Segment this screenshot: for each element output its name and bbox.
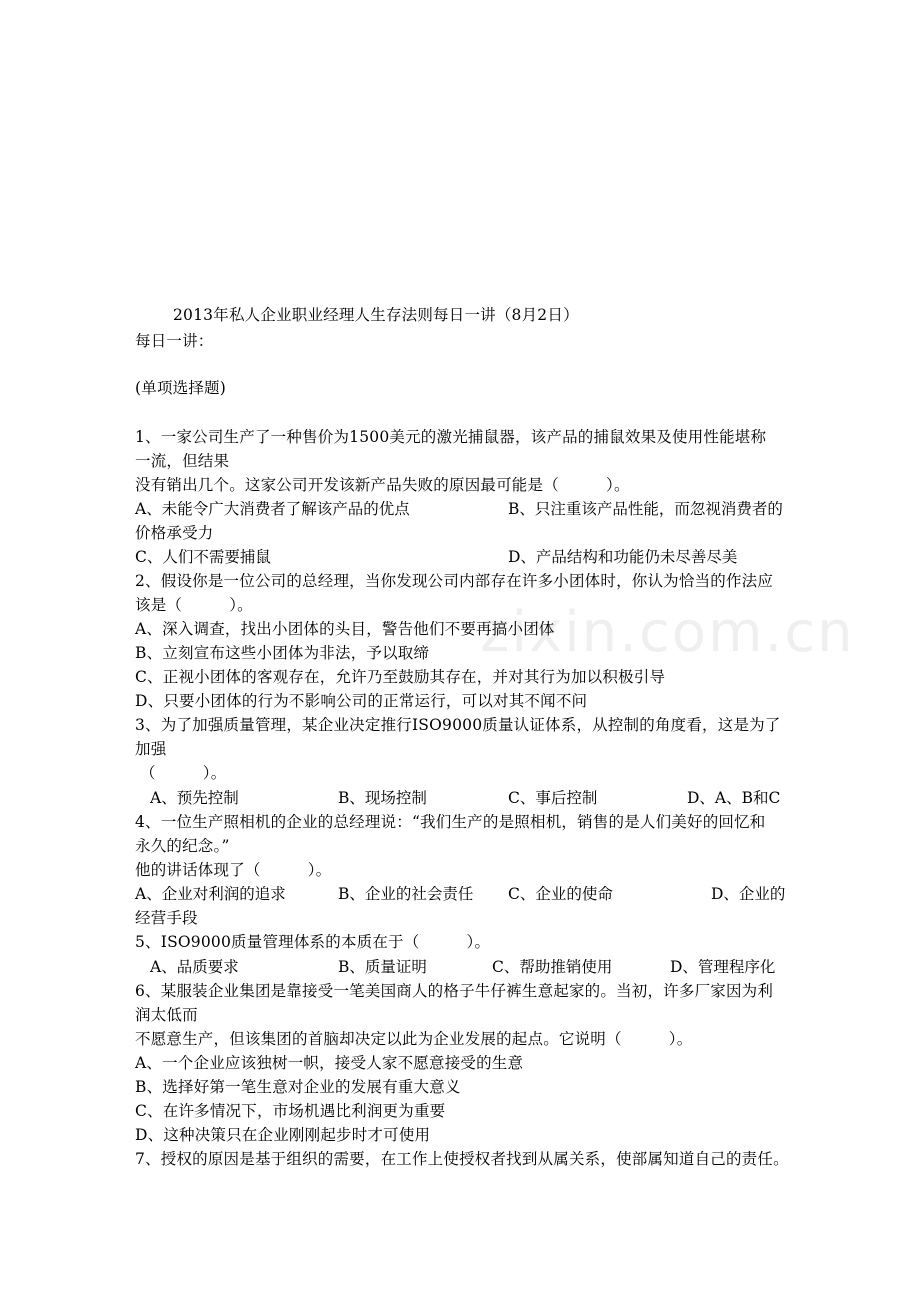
q1-stem-line2: 一流，但结果: [135, 452, 230, 470]
q5-option-c: C、帮助推销使用: [492, 958, 613, 976]
q6-stem-line3: 不愿意生产，但该集团的首脑却决定以此为企业发展的起点。它说明（ ）。: [135, 1030, 693, 1048]
q5-stem-line1: 5、ISO9000质量管理体系的本质在于（ ）。: [135, 933, 491, 951]
q4-option-d: D、企业的: [711, 885, 786, 903]
section-heading: (单项选择题): [135, 379, 226, 397]
q6-option-c: C、在许多情况下，市场机遇比利润更为重要: [135, 1102, 446, 1120]
q4-stem-line3: 他的讲话体现了（ ）。: [135, 861, 332, 879]
q4-option-a: A、企业对利润的追求: [135, 885, 286, 903]
q2-option-b: B、立刻宣布这些小团体为非法，予以取缔: [135, 644, 430, 662]
q2-option-d: D、只要小团体的行为不影响公司的正常运行，可以对其不闻不问: [135, 692, 588, 710]
q2-option-c: C、正视小团体的客观存在，允许乃至鼓励其存在，并对其行为加以积极引导: [135, 668, 666, 686]
q5-option-d: D、管理程序化: [670, 958, 776, 976]
q3-stem-line2: 加强: [135, 740, 167, 758]
q6-option-d: D、这种决策只在企业刚刚起步时才可使用: [135, 1126, 431, 1144]
q3-stem-line1: 3、为了加强质量管理，某企业决定推行ISO9000质量认证体系，从控制的角度看，这是为了: [135, 716, 781, 734]
watermark-text: zixin.com.cn: [480, 600, 855, 665]
q6-stem-line1: 6、某服装企业集团是靠接受一笔美国商人的格子牛仔裤生意起家的。当初，许多厂家因为利: [135, 982, 774, 1000]
q4-stem-line2: 永久的纪念。”: [135, 837, 230, 855]
q4-option-d-cont: 经营手段: [135, 909, 198, 927]
q6-option-a: A、一个企业应该独树一帜，接受人家不愿意接受的生意: [135, 1054, 524, 1072]
q1-stem-line3: 没有销出几个。这家公司开发该新产品失败的原因最可能是（ ）。: [135, 476, 630, 494]
q3-option-a: A、预先控制: [150, 789, 239, 807]
q3-option-d: D、A、B和C: [687, 789, 781, 807]
q1-option-a: A、未能令广大消费者了解该产品的优点: [135, 500, 410, 518]
q4-stem-line1: 4、一位生产照相机的企业的总经理说：“我们生产的是照相机，销售的是人们美好的回忆和: [135, 813, 766, 831]
q5-option-b: B、质量证明: [338, 958, 427, 976]
daily-lecture-label: 每日一讲：: [135, 332, 214, 350]
q3-stem-line3: （ ）。: [140, 764, 227, 782]
q2-option-a: A、深入调查，找出小团体的头目，警告他们不要再搞小团体: [135, 620, 555, 638]
q7-stem-line1: 7、授权的原因是基于组织的需要，在工作上使授权者找到从属关系，使部属知道自己的责任。: [135, 1150, 789, 1168]
q2-stem-line1: 2、假设你是一位公司的总经理，当你发现公司内部存在许多小团体时，你认为恰当的作法应: [135, 572, 774, 590]
document-title: 2013年私人企业职业经理人生存法则每日一讲（8月2日）: [173, 306, 579, 324]
q3-option-c: C、事后控制: [508, 789, 598, 807]
q3-option-b: B、现场控制: [338, 789, 427, 807]
q4-option-b: B、企业的社会责任: [338, 885, 474, 903]
q1-stem-line1: 1、一家公司生产了一种售价为1500美元的激光捕鼠器，该产品的捕鼠效果及使用性能堪称: [135, 428, 767, 446]
q6-option-b: B、选择好第一笔生意对企业的发展有重大意义: [135, 1078, 461, 1096]
q4-option-c: C、企业的使命: [508, 885, 613, 903]
q1-option-c: C、人们不需要捕鼠: [135, 548, 271, 566]
q1-option-d: D、产品结构和功能仍未尽善尽美: [508, 548, 738, 566]
q6-stem-line2: 润太低而: [135, 1006, 198, 1024]
q1-option-b-cont: 价格承受力: [135, 524, 214, 542]
q2-stem-line2: 该是（ ）。: [135, 596, 253, 614]
q5-option-a: A、品质要求: [150, 958, 239, 976]
q1-option-b: B、只注重该产品性能，而忽视消费者的: [508, 500, 783, 518]
